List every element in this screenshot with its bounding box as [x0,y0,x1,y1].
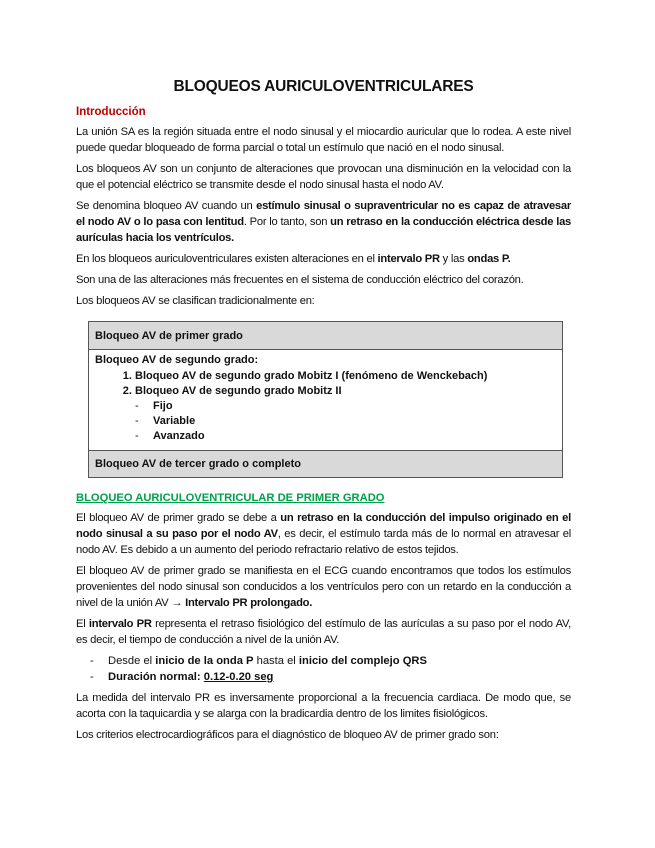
list-item: - Fijo [135,400,173,412]
section2-paragraph-4: La medida del intervalo PR es inversamente proporcional a la frecuencia cardiaca. De modo que, se acorta con la taquicardia y se alarga con la bradicardia dentro de los limites fisiológicos. [76,692,571,720]
list-item: 1. Bloqueo AV de segundo grado Mobitz I (fenómeno de Wenckebach) [135,369,556,384]
intro-paragraph-1: La unión SA es la región situada entre el nodo sinusal y el miocardio auricular que lo rodea. A este nivel puede quedar bloqueado de forma parcial o total un estímulo que nació en el nodo sinusal. [76,126,571,154]
list-item: - Avanzado [135,430,205,442]
intro-paragraph-5: Son una de las alteraciones más frecuentes en el sistema de conducción eléctrico del corazón. [76,274,524,286]
intro-heading: Introducción [76,106,146,118]
table-row-third-degree: Bloqueo AV de tercer grado o completo [89,450,562,477]
second-degree-list [95,369,556,399]
list-item: 2. Bloqueo AV de segundo grado Mobitz II [135,384,556,399]
intro-paragraph-4: En los bloqueos auriculoventriculares existen alteraciones en el intervalo PR y las ondas P. [76,253,511,265]
table-row-second-degree: Bloqueo AV de segundo grado: 1. Bloqueo AV de segundo grado Mobitz I (fenómeno de Wenckebach) 2. Bloqueo AV de segundo grado Mobitz II - Fijo - Variable - Avanzado [89,349,562,450]
list-item: - Duración normal: 0.12-0.20 seg [90,671,274,683]
arrow-icon: → [171,597,183,609]
section2-paragraph-2: El bloqueo AV de primer grado se manifiesta en el ECG cuando encontramos que todos los estímulos provenientes del nodo sinusal son conducidos a los ventrículos pero con un retardo en la conducción a nivel de la unión AV → Intervalo PR prolongado. [76,565,571,609]
mobitz-ii-types [95,399,556,444]
section2-paragraph-3: El intervalo PR representa el retraso fisiológico del estímulo de las aurículas a su paso por el nodo AV, es decir, el tiempo de conducción a nivel de la unión AV. [76,618,571,646]
list-item: - Desde el inicio de la onda P hasta el inicio del complejo QRS [90,655,427,667]
table-row-first-degree: Bloqueo AV de primer grado [89,322,562,349]
pr-interval-details [76,653,571,685]
document-title: BLOQUEOS AURICULOVENTRICULARES [173,78,474,95]
intro-paragraph-2: Los bloqueos AV son un conjunto de alteraciones que provocan una disminución en la velocidad con la que el potencial eléctrico se transmite desde el nodo sinusal hasta el nodo AV. [76,163,571,191]
section2-paragraph-5: Los criterios electrocardiográficos para el diagnóstico de bloqueo AV de primer grado son: [76,729,499,741]
classification-table [88,321,563,478]
list-item: - Variable [135,415,196,427]
section2-paragraph-1: El bloqueo AV de primer grado se debe a un retraso en la conducción del impulso originado en el nodo sinusal a su paso por el nodo AV, es decir, el estímulo tarda más de lo normal en atravesar el nodo AV. Es debido a un aumento del periodo refractario relativo de estos tejidos. [76,512,572,556]
section-heading-first-degree: BLOQUEO AURICULOVENTRICULAR DE PRIMER GRADO [76,492,385,504]
intro-paragraph-6: Los bloqueos AV se clasifican tradicionalmente en: [76,295,315,307]
intro-paragraph-3: Se denomina bloqueo AV cuando un estímulo sinusal o supraventricular no es capaz de atravesar el nodo AV o lo pasa con lentitud. Por lo tanto, son un retraso en la conducción eléctrica desde las aurículas hacia los ventrículos. [76,200,572,244]
